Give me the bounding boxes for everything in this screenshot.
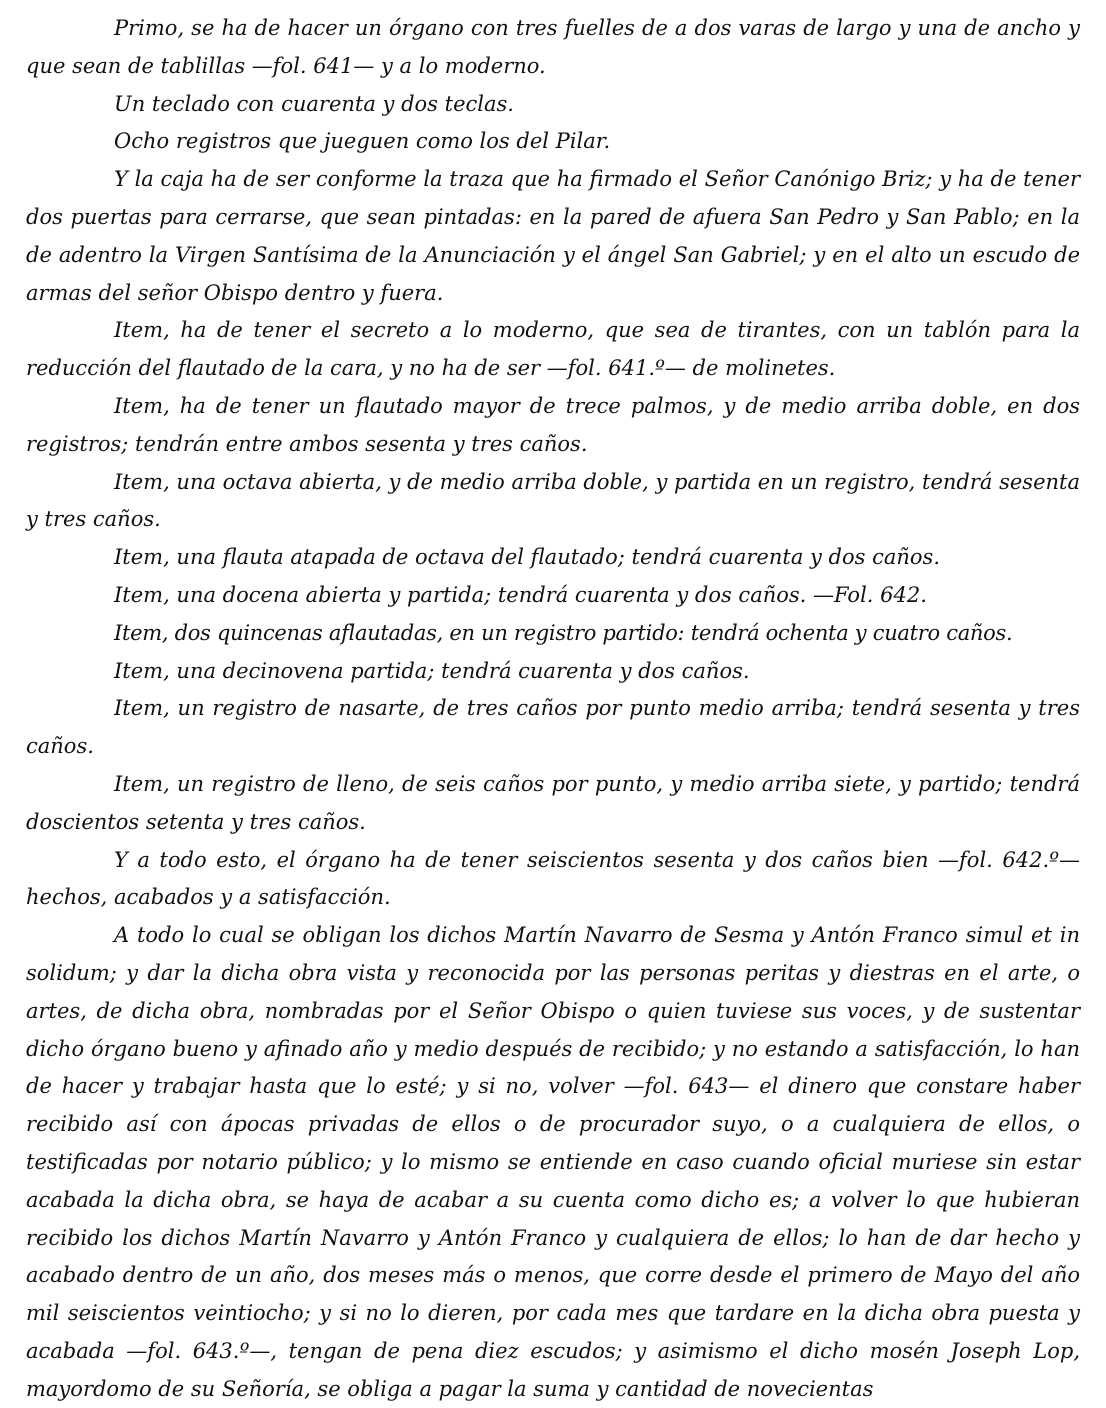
paragraph-quincenas: Item, dos quincenas aflautadas, en un registro partido: tendrá ochenta y cuatro caños. bbox=[114, 620, 1013, 645]
paragraph-docena: Item, una docena abierta y partida; tendrá cuarenta y dos caños. —Fol. 642. bbox=[114, 582, 927, 607]
paragraph-octava: Item, una octava abierta, y de medio arriba doble, y partida en un registro, tendrá sesenta y tres caños. bbox=[26, 469, 1080, 532]
paragraph-teclado: Un teclado con cuarenta y dos teclas. bbox=[114, 91, 514, 116]
paragraph-registros: Ocho registros que jueguen como los del Pilar. bbox=[114, 129, 611, 154]
paragraph-flautado: Item, ha de tener un flautado mayor de trece palmos, y de medio arriba doble, en dos registros; tendrán entre ambos sesenta y tres caños. bbox=[26, 393, 1080, 456]
paragraph-nasarte: Item, un registro de nasarte, de tres caños por punto medio arriba; tendrá sesenta y tres caños. bbox=[26, 696, 1080, 759]
paragraph-lleno: Item, un registro de lleno, de seis caños por punto, y medio arriba siete, y partido; tendrá doscientos setenta y tres caños. bbox=[26, 771, 1080, 834]
paragraph-caja: Y la caja ha de ser conforme la traza que ha firmado el Señor Canónigo Briz; y ha de tener dos puertas para cerrarse, que sean pintadas: en la pared de afuera San Pedro y San Pablo; en la de adentro la Virgen Santísima de la Anunciación y el ángel San Gabriel; y en el alto un escudo de armas del señor Obispo dentro y fuera. bbox=[26, 167, 1080, 305]
paragraph-decinovena: Item, una decinovena partida; tendrá cuarenta y dos caños. bbox=[114, 658, 750, 683]
paragraph-primo: Primo, se ha de hacer un órgano con tres fuelles de a dos varas de largo y una de ancho y que sean de tablillas —fol. 641— y a lo moderno. bbox=[26, 16, 1080, 78]
paragraph-flauta: Item, una flauta atapada de octava del flautado; tendrá cuarenta y dos caños. bbox=[114, 545, 940, 570]
paragraph-secreto: Item, ha de tener el secreto a lo moderno, que sea de tirantes, con un tablón para la reducción del flautado de la cara, y no ha de ser —fol. 641.º— de molinetes. bbox=[26, 318, 1080, 381]
document-page bbox=[26, 10, 1080, 1408]
paragraph-total: Y a todo esto, el órgano ha de tener seiscientos sesenta y dos caños bien —fol. 642.º— hechos, acabados y a satisfacción. bbox=[26, 847, 1080, 910]
paragraph-obligacion: A todo lo cual se obligan los dichos Martín Navarro de Sesma y Antón Franco simul et in solidum; y dar la dicha obra vista y reconocida por las personas peritas y diestras en el arte, o artes, de dicha obra, nombradas por el Señor Obispo o quien tuviese sus voces, y de sustentar dicho órgano bueno y afinado año y medio después de recibido; y no estando a satisfacción, lo han de hacer y trabajar hasta que lo esté; y si no, volver —fol. 643— el dinero que constare haber recibido así con ápocas privadas de ellos o de procurador suyo, o a cualquiera de ellos, o testificadas por notario público; y lo mismo se entiende en caso cuando oficial muriese sin estar acabada la dicha obra, se haya de acabar a su cuenta como dicho es; a volver lo que hubieran recibido los dichos Martín Navarro y Antón Franco y cualquiera de ellos; lo han de dar hecho y acabado dentro de un año, dos meses más o menos, que corre desde el primero de Mayo del año mil seiscientos veintiocho; y si no lo dieren, por cada mes que tardare en la dicha obra puesta y acabada —fol. 643.º—, tengan de pena diez escudos; y asimismo el dicho mosén Joseph Lop, mayordomo de su Señoría, se obliga a pagar la suma y cantidad de novecientas bbox=[26, 923, 1080, 1401]
